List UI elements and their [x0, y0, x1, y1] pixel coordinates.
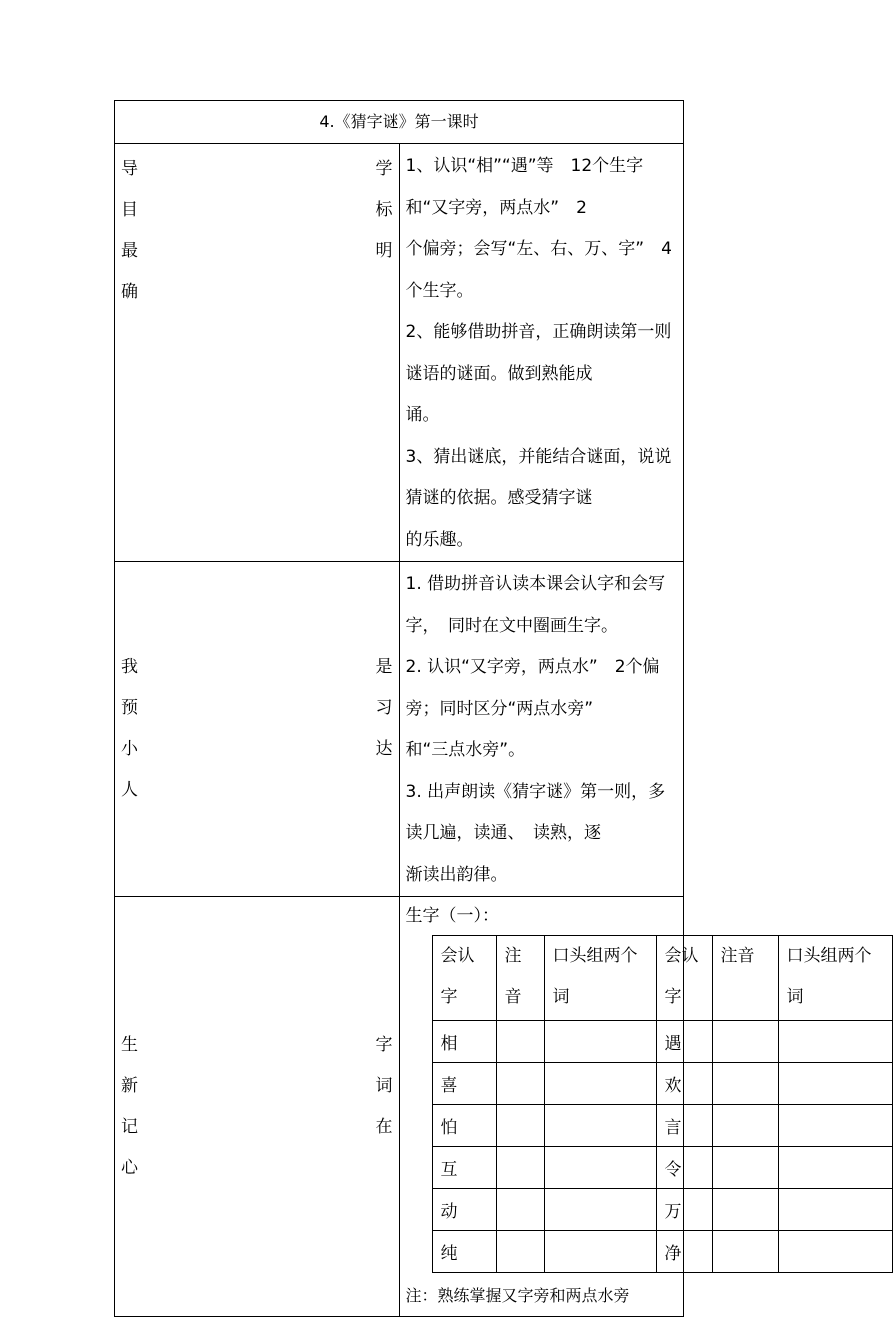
- words-blank[interactable]: [778, 1189, 892, 1231]
- pinyin-blank[interactable]: [496, 1105, 544, 1147]
- vocab-row-item: [432, 1063, 892, 1105]
- pinyin-blank[interactable]: [712, 1063, 778, 1105]
- vocab-row-item: [432, 1021, 892, 1063]
- char-cell: 遇: [656, 1021, 712, 1063]
- pinyin-blank[interactable]: [496, 1063, 544, 1105]
- vocab-table: [432, 935, 893, 1273]
- words-blank[interactable]: [544, 1063, 656, 1105]
- char-cell: 纯: [432, 1231, 496, 1273]
- preview-row: [115, 562, 684, 897]
- goals-label: 导 学 目 标 最 明 确: [121, 159, 393, 302]
- pinyin-blank[interactable]: [712, 1231, 778, 1273]
- vocab-row-item: [432, 1105, 892, 1147]
- pinyin-blank[interactable]: [496, 1189, 544, 1231]
- vocab-header-row: [432, 936, 892, 1021]
- char-cell: 令: [656, 1147, 712, 1189]
- goals-line: 诵。: [405, 405, 440, 425]
- vocab-subtitle: 生字（一）：: [405, 906, 499, 926]
- preview-line: 1. 借助拼音认读本课会认字和会写字， 同时在文中圈画生字。: [405, 574, 666, 636]
- char-cell: 净: [656, 1231, 712, 1273]
- char-cell: 互: [432, 1147, 496, 1189]
- char-cell: 怕: [432, 1105, 496, 1147]
- vocab-row-item: [432, 1231, 892, 1273]
- lesson-title: 4.《猜字谜》第一课时: [115, 101, 684, 144]
- words-blank[interactable]: [778, 1063, 892, 1105]
- pinyin-blank[interactable]: [712, 1189, 778, 1231]
- char-cell: 相: [432, 1021, 496, 1063]
- words-blank[interactable]: [778, 1021, 892, 1063]
- vocab-note: 注：熟练掌握又字旁和两点水旁: [405, 1286, 630, 1305]
- pinyin-blank[interactable]: [712, 1147, 778, 1189]
- preview-line: 渐读出韵律。: [405, 864, 508, 885]
- goals-line: 的乐趣。: [405, 529, 474, 550]
- vocab-row: [115, 897, 684, 1317]
- preview-line: 和“三点水旁”。: [405, 740, 526, 760]
- preview-content: [400, 562, 684, 896]
- words-blank[interactable]: [778, 1231, 892, 1273]
- header-cell: 会认 字: [656, 936, 712, 1021]
- preview-label: 我 是 预 习 小 达 人: [121, 657, 393, 800]
- header-cell: 注音: [712, 936, 778, 1021]
- vocab-row-item: [432, 1189, 892, 1231]
- preview-line: 3. 出声朗读《猜字谜》第一则，多读几遍，读通、 读熟，逐: [405, 781, 666, 843]
- pinyin-blank[interactable]: [712, 1021, 778, 1063]
- goals-line: 2、能够借助拼音，正确朗读第一则谜语的谜面。做到熟能成: [405, 322, 672, 384]
- header-cell: 会认 字: [432, 936, 496, 1021]
- char-cell: 言: [656, 1105, 712, 1147]
- char-cell: 欢: [656, 1063, 712, 1105]
- lesson-sheet: [114, 100, 872, 1317]
- goals-line: 3、猜出谜底，并能结合谜面，说说猜谜的依据。感受猜字谜: [405, 446, 672, 508]
- pinyin-blank[interactable]: [496, 1231, 544, 1273]
- goals-content: [400, 144, 684, 561]
- words-blank[interactable]: [544, 1105, 656, 1147]
- char-cell: 喜: [432, 1063, 496, 1105]
- header-cell: 口头组两个 词: [544, 936, 656, 1021]
- goals-row: [115, 144, 684, 562]
- words-blank[interactable]: [778, 1147, 892, 1189]
- words-blank[interactable]: [544, 1189, 656, 1231]
- words-blank[interactable]: [544, 1147, 656, 1189]
- goals-line: 个偏旁；会写“左、右、万、字” 4个生字。: [405, 239, 672, 301]
- pinyin-blank[interactable]: [496, 1147, 544, 1189]
- vocab-row-item: [432, 1147, 892, 1189]
- pinyin-blank[interactable]: [712, 1105, 778, 1147]
- vocab-label: 生 字 新 词 记 在 心: [121, 1034, 393, 1178]
- pinyin-blank[interactable]: [496, 1021, 544, 1063]
- words-blank[interactable]: [544, 1231, 656, 1273]
- lesson-table: [114, 100, 872, 1317]
- words-blank[interactable]: [778, 1105, 892, 1147]
- header-cell: 口头组两个 词: [778, 936, 892, 1021]
- char-cell: 万: [656, 1189, 712, 1231]
- preview-line: 2. 认识“又字旁，两点水” 2个偏旁；同时区分“两点水旁”: [405, 657, 660, 719]
- words-blank[interactable]: [544, 1021, 656, 1063]
- header-cell: 注 音: [496, 936, 544, 1021]
- goals-line: 1、认识“相”“遇”等 12个生字和“又字旁，两点水” 2: [405, 156, 644, 218]
- char-cell: 动: [432, 1189, 496, 1231]
